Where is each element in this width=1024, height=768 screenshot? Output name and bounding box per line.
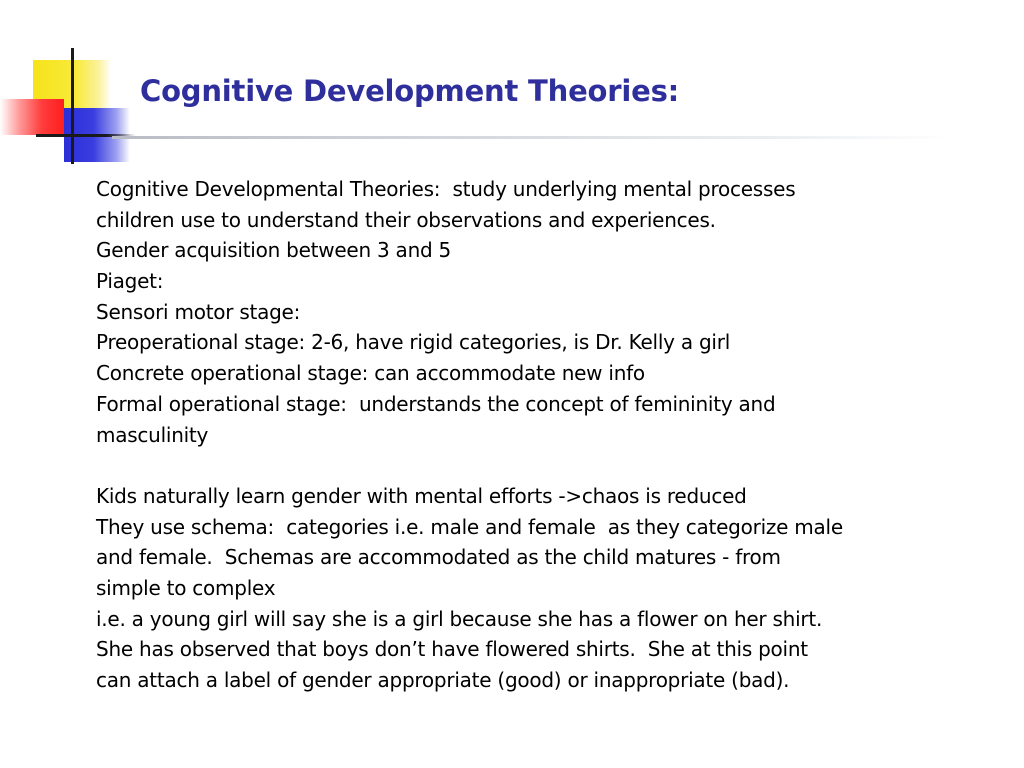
- body-line: Sensori motor stage:: [96, 299, 301, 324]
- body-line: Gender acquisition between 3 and 5: [96, 238, 452, 263]
- red-bar-decoration: [0, 99, 64, 135]
- body-line: i.e. a young girl will say she is a girl because she has a flower on her shirt.: [96, 606, 823, 631]
- corner-decoration: [0, 0, 140, 170]
- title-underline: [112, 136, 952, 139]
- body-line: They use schema: categories i.e. male and female as they categorize male: [96, 514, 843, 539]
- body-line: simple to complex: [96, 575, 276, 600]
- body-line: Piaget:: [96, 269, 164, 294]
- body-blank-line: [96, 450, 976, 481]
- body-line: Cognitive Developmental Theories: study underlying mental processes: [96, 177, 796, 201]
- body-line: can attach a label of gender appropriate (good) or inappropriate (bad).: [96, 668, 790, 692]
- slide-title: Cognitive Development Theories:: [140, 74, 680, 108]
- body-line: Kids naturally learn gender with mental efforts ->chaos is reduced: [96, 483, 747, 508]
- body-line: masculinity: [96, 422, 209, 447]
- body-line: Formal operational stage: understands the concept of femininity and: [96, 391, 776, 416]
- body-line: Preoperational stage: 2-6, have rigid categories, is Dr. Kelly a girl: [96, 330, 731, 355]
- slide-body: [96, 174, 976, 696]
- vertical-line-decoration: [71, 48, 74, 164]
- body-line: children use to understand their observations and experiences.: [96, 207, 716, 232]
- body-line: She has observed that boys don’t have flowered shirts. She at this point: [96, 637, 808, 662]
- body-line: and female. Schemas are accommodated as the child matures - from: [96, 545, 781, 570]
- body-line: Concrete operational stage: can accommodate new info: [96, 361, 645, 386]
